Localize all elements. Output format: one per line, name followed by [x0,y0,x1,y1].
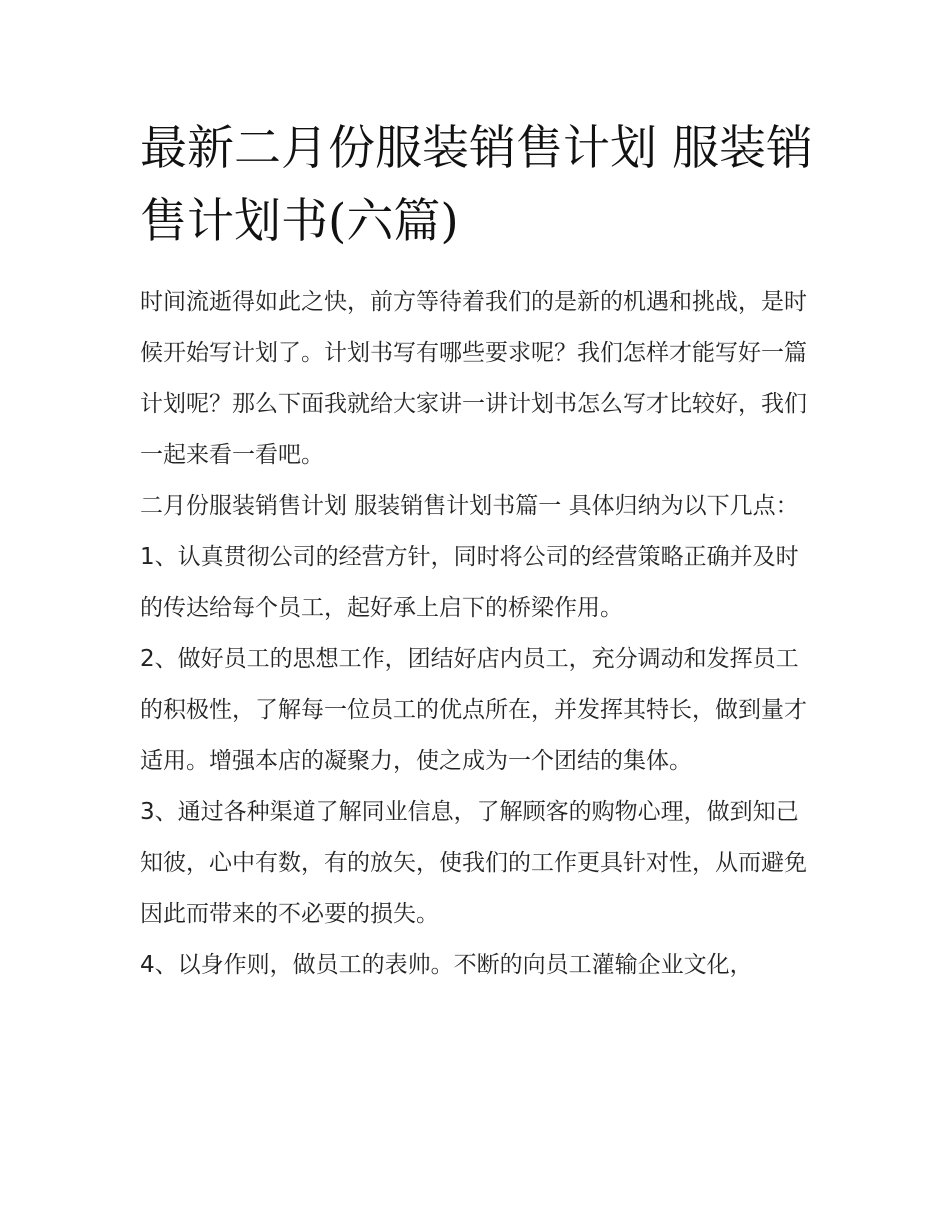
paragraph-item-4: 4、以身作则，做员工的表帅。不断的向员工灌输企业文化， [140,952,753,978]
document-body [140,277,812,991]
paragraph-section-heading: 二月份服装销售计划 服装销售计划书篇一 具体归纳为以下几点： [140,493,799,519]
document-title: 最新二月份服装销售计划 服装销售计划书(六篇) [140,121,813,249]
paragraph-item-2: 2、做好员工的思想工作，团结好店内员工，充分调动和发挥员工的积极性，了解每一位员工的优点所在，并发挥其特长，做到量才适用。增强本店的凝聚力，使之成为一个团结的集体。 [140,646,807,774]
paragraph-item-3: 3、通过各种渠道了解同业信息，了解顾客的购物心理，做到知己知彼，心中有数，有的放矢，使我们的工作更具针对性，从而避免因此而带来的不必要的损失。 [140,799,807,927]
paragraph-item-1: 1、认真贯彻公司的经营方针，同时将公司的经营策略正确并及时的传达给每个员工，起好承上启下的桥梁作用。 [140,544,799,621]
paragraph-intro: 时间流逝得如此之快，前方等待着我们的是新的机遇和挑战，是时候开始写计划了。计划书写有哪些要求呢？我们怎样才能写好一篇计划呢？那么下面我就给大家讲一讲计划书怎么写才比较好，我们一起来看一看吧。 [140,289,807,468]
